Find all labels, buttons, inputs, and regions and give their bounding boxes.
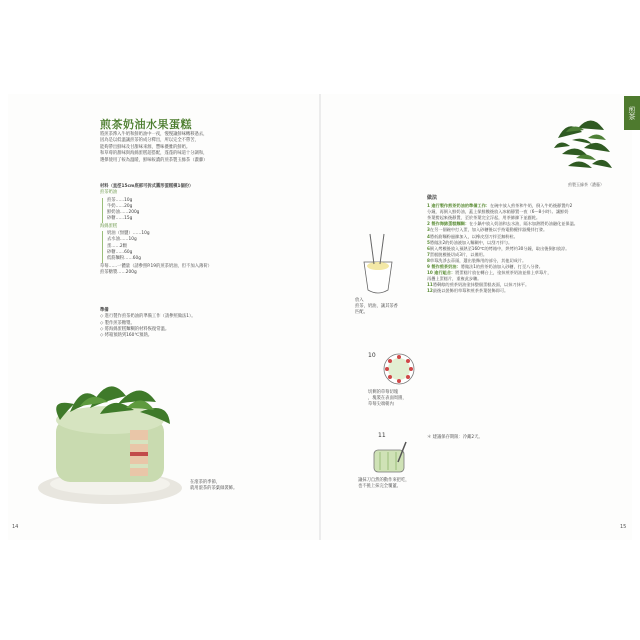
- step10-number: 10: [368, 352, 376, 359]
- intro-line: 能夠帶出鮮味及甘甜味來源，豐味優雅的鮮奶。: [100, 144, 191, 150]
- method-step-text: 茶葉撈起來後靜置，至於茶葉完全浮起，用茶篩篩下並瀝乾。: [427, 215, 541, 221]
- step10-caption-line: ，塊裝在表面周圍，: [368, 396, 407, 401]
- materials-section: [100, 184, 260, 276]
- step11-caption-line: 也不挑上抹完全覆蓋。: [358, 484, 401, 489]
- sponge-item: 去水油……10g: [107, 237, 137, 243]
- method-step-text: 將蛋糕片放在轉台上，塗抹煎茶奶油並排上草莓片，: [455, 270, 552, 276]
- cream-list: [102, 198, 260, 223]
- prep-section: [100, 308, 196, 339]
- method-step-marker: 6: [427, 245, 430, 251]
- method-step-marker: 1 進行製作煎茶奶油的準備工作：: [427, 203, 490, 209]
- cake-caption: [190, 480, 237, 492]
- caption-line: 就用滾茶的茶葉做裝飾。: [190, 486, 238, 491]
- materials-header: 材料（直徑15cm底部可拆式圓形蛋糕模1個份）: [100, 184, 194, 189]
- step10-caption-line: 切剩的草莓切塊: [368, 390, 399, 395]
- tea-leaves-photo: [548, 108, 618, 178]
- method-step-text: 在碗中放入煎茶和牛奶，倒入牛奶後靜置約2: [490, 203, 573, 209]
- prep-item: ◇ 將海綿蛋糕麵糊的材料恢復常溫。: [100, 326, 170, 332]
- tea-leaves-caption: 煎製玉綠茶（濃藤）: [568, 182, 604, 187]
- intro-line: 將煎茶滲入牛奶和鮮奶油中一夜，慢慢讓鮮味轉移過去，: [100, 132, 208, 137]
- method-step-marker: 10 進行組合：: [427, 270, 456, 276]
- intro-line: 因為是以低溫讓煎茶的成分釋出，所以完全不帶苦，: [100, 138, 199, 144]
- step1-caption-line: 匹配。: [355, 310, 368, 315]
- recipe-title: 煎茶奶油水果蛋糕: [100, 118, 192, 131]
- step1-illustration: [360, 232, 396, 296]
- cream-title: 煎茶奶油: [100, 190, 118, 196]
- step10-caption-line: 草莓尖端朝內: [368, 402, 394, 407]
- sponge-item: 奶油（無鹽）……10g: [107, 231, 150, 237]
- method-step-text: 將做法1的煎茶奶油加入砂糖，打至八分發。: [460, 264, 543, 270]
- intro-line: 選擇使用了較為溫暖，鮮味較濃的煎茶製玉綠茶（濃藤）: [100, 157, 208, 163]
- method-step-text: 分鐘，再倒入鮮奶油，蓋上保鮮膜後放入冰箱靜置一夜（6～8小時）。讓鮮奶: [427, 209, 569, 215]
- sponge-title: 海綿蛋糕: [100, 223, 118, 229]
- step11-caption-line: 讓抹刀自然的動作來把吃，: [358, 478, 410, 483]
- method-step-text: 在另一個碗中打入蛋，加入砂糖後以手持電動攪拌器攪拌打發。: [429, 227, 548, 233]
- method-step-marker: 5: [427, 239, 430, 245]
- cream-item: 砂糖……15g: [107, 216, 133, 222]
- sponge-list: [102, 231, 260, 262]
- step10-illustration: [382, 352, 416, 386]
- method-step-text: 將做法2的奶油液加入麵糊中，以刮刀拌勻。: [429, 239, 513, 245]
- step11-illustration: [366, 440, 416, 476]
- prep-item: ◇ 進行製作煎茶奶油的準備工作（請參照做法1）。: [100, 314, 196, 320]
- method-step-text: 再疊上蛋糕片，重複此步驟。: [427, 276, 482, 282]
- method-step-text: 在小鍋中放入奶油和去水油，隔水加熱將奶油融化並保溫。: [469, 221, 578, 227]
- method-step-text: 最後以裝飾用草莓和煎茶茶葉裝飾即可。: [432, 288, 509, 294]
- method-step-text: 將低筋麵粉過篩加入，以橡皮刮刀拌至無粉粒。: [429, 233, 518, 239]
- method-step-marker: 11: [427, 282, 433, 288]
- extra-item: 煎茶糖漿……200g: [100, 269, 137, 275]
- method-title: 做法: [427, 195, 438, 201]
- step11-caption: [358, 478, 410, 490]
- method-step-text: 草莓洗淨去蒂頭，選出裝飾用的部分，其他切成片。: [429, 257, 527, 263]
- intro-line: 和草莓的甜味與海綿蛋糕超搭配，蓬蓬的味道十分調和，: [100, 151, 208, 157]
- method-step-text: 蛋糕脫模後切成3片，以備用。: [429, 251, 488, 257]
- method-step-text: 倒入烤模後放入預熱至160℃的烤箱中，烘烤約30分鐘，取出後倒扣放涼。: [429, 245, 570, 251]
- step10-caption: [368, 390, 407, 408]
- method-step-line: [427, 288, 627, 294]
- method-step-marker: 12: [427, 288, 433, 294]
- step1-caption-line: 放入: [355, 298, 364, 303]
- prep-item: ◇ 製作煎茶糖漿。: [100, 320, 135, 326]
- step11-number: 11: [378, 432, 386, 439]
- chapter-tab: 煎茶: [624, 96, 640, 130]
- step1-caption-line: 煎茶，奶油，讓其茶香: [355, 304, 398, 309]
- prep-item: ◇ 烤箱預熱到160℃預熱。: [100, 333, 153, 339]
- method-step-text: 將剩餘的煎茶奶油塗抹整個蛋糕表面，以抹刀抹平。: [432, 282, 530, 288]
- method-step-marker: 3: [427, 227, 430, 233]
- method-step-marker: 8: [427, 257, 430, 263]
- cream-item: 鮮奶油……200g: [107, 210, 140, 216]
- sponge-item: 蛋……2顆: [107, 243, 127, 249]
- method-step-marker: 2 製作海綿蛋糕麵糊：: [427, 221, 470, 227]
- method-step-marker: 7: [427, 251, 430, 257]
- cream-item: 煎茶……10g: [107, 197, 133, 203]
- method-step-marker: 9 製作煎茶奶油：: [427, 264, 461, 270]
- cream-item: 牛奶……20g: [107, 203, 133, 209]
- book-gutter: [319, 94, 321, 540]
- prep-title: 準備: [100, 308, 109, 313]
- cake-photo: [30, 360, 190, 510]
- step1-caption: [355, 298, 398, 316]
- storage-note: ＊ 建議保存期限：冷藏2天。: [427, 435, 483, 440]
- method-step-marker: 4: [427, 233, 430, 239]
- sponge-item: 低筋麵粉……60g: [107, 256, 141, 262]
- sponge-item: 砂糖……60g: [107, 249, 133, 255]
- extra-item: 草莓……一體量（請參照P.19的煎茶奶油，但不加入薄荷）: [100, 263, 212, 269]
- page-number-right: 15: [620, 524, 627, 530]
- method-section: [427, 195, 627, 295]
- recipe-intro: [100, 132, 250, 164]
- page-number-left: 14: [12, 524, 19, 530]
- caption-line: 在滾茶的季節，: [190, 480, 221, 485]
